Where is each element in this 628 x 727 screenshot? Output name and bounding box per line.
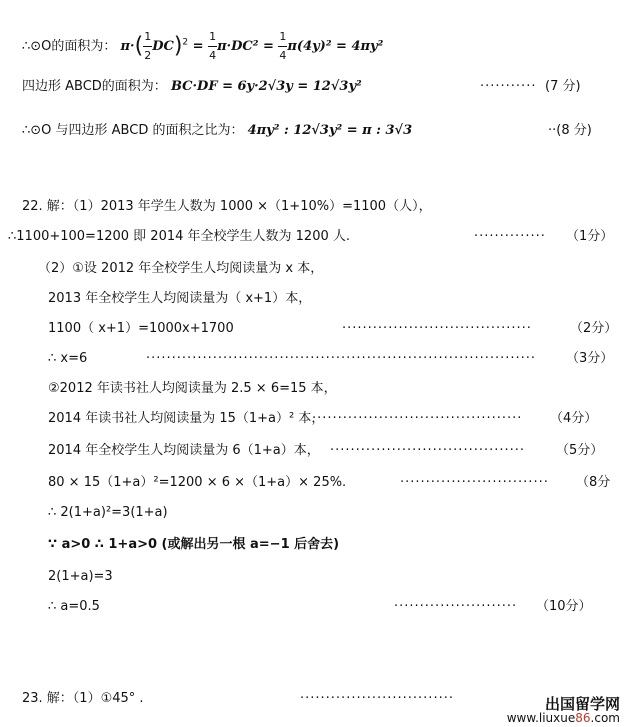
q22-line-10: 80 × 15（1+a）²=1200 × 6 ×（1+a）× 25%. [48,475,347,490]
q22-line-12: ∵ a>0 ∴ 1+a>0 (或解出另一根 a=−1 后舍去) [48,537,340,552]
score: （5分） [556,443,604,458]
math-pi: π· [120,39,135,54]
q22-line-4: 2013 年全校学生人均阅读量为（ x+1）本， [48,291,312,306]
watermark-name: 出国留学网 [544,695,620,713]
area-quad-line [22,78,362,96]
q22-line-8: 2014 年读书社人均阅读量为 15（1+a）² 本， [48,411,325,426]
line-text: 四边形 ABCD的面积为： [22,79,167,94]
q23-line-1: 23. 解：（1）①45° . [22,691,144,706]
q22-line-14: ∴ a=0.5 [48,599,100,614]
q22-line-2: ∴1100+100=1200 即 2014 年全校学生人数为 1200 人. [8,229,350,244]
dot-leader: ·············· [474,229,546,244]
dot-leader: ····································· [342,321,532,336]
right-paren: ) [173,33,183,59]
dot-leader: ······························ [300,691,454,706]
watermark-logo [507,696,620,725]
q22-line-13: 2(1+a)=3 [48,569,113,584]
fraction-quarter-1: $\frac{1}{4}$ [209,30,217,62]
score: （4分） [550,411,598,426]
q22-line-1: 22. 解：（1）2013 年学生人数为 1000 ×（1+10%）=1100（人）， [22,199,432,214]
score: （8分 [576,475,611,490]
score: (7 分) [545,79,581,94]
math-end: π(4y)² = 4πy² [287,39,384,54]
math-expr: BC·DF = 6y·2√3y = 12√3y² [170,79,362,94]
score: （10分） [536,599,592,614]
score: （3分） [566,351,614,366]
q22-line-9: 2014 年全校学生人均阅读量为 6（1+a）本， [48,443,320,458]
fraction-quarter-2: $\frac{1}{4}$ [279,30,287,62]
left-paren: ( [134,33,144,59]
score: （1分） [566,229,614,244]
q22-line-5: 1100（ x+1）=1000x+1700 [48,321,234,336]
dot-leader: ············································································ [146,351,537,366]
equals: = [188,39,209,54]
line-text: ∴⊙O 与四边形 ABCD 的面积之比为： [22,123,244,138]
math-expr: 4πy² : 12√3y² = π : 3√3 [247,123,413,138]
q22-line-3: （2）①设 2012 年全校学生人均阅读量为 x 本， [38,261,324,276]
math-dc: DC [152,39,174,54]
math-mid: π·DC² = [217,39,279,54]
q22-line-7: ②2012 年读书社人均阅读量为 2.5 × 6=15 本， [48,381,337,396]
fraction-half: $\frac{1}{2}$ [144,30,152,62]
dot-leader: ····························· [400,475,549,490]
q22-line-6: ∴ x=6 [48,351,88,366]
dot-leader: ························ [394,599,518,614]
dot-leader: ········································· [312,411,523,426]
area-circle-line [22,28,383,65]
line-text: ∴⊙O的面积为： [22,39,117,54]
score: ··(8 分) [548,123,592,138]
area-ratio-line [22,122,412,140]
watermark-url: www.liuxue86.com [506,711,620,725]
q22-line-11: ∴ 2(1+a)²=3(1+a) [48,505,168,520]
superscript: 2 [182,37,189,48]
dot-leader: ······································ [330,443,526,458]
score: （2分） [570,321,618,336]
dot-leader: ··········· [480,79,537,94]
